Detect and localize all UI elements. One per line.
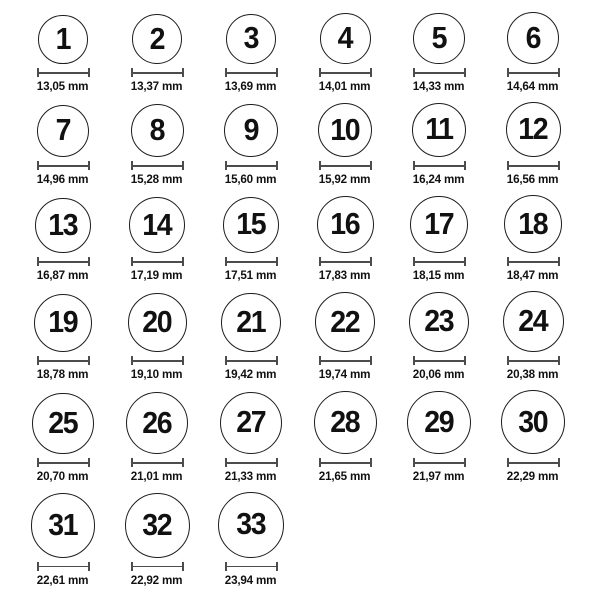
diameter-measure-line bbox=[319, 458, 372, 467]
ring-circle bbox=[131, 104, 184, 157]
ring-size-cell bbox=[204, 197, 298, 283]
ring-size-number: 17 bbox=[424, 205, 454, 241]
diameter-measure-line bbox=[131, 562, 184, 571]
ring-circle bbox=[318, 103, 372, 157]
ring-circle bbox=[226, 14, 277, 65]
diameter-label: 21,33 mm bbox=[225, 469, 277, 483]
diameter-measure-line bbox=[37, 562, 90, 571]
ring-size-cell bbox=[298, 196, 392, 282]
ring-size-number: 29 bbox=[424, 403, 454, 439]
ring-circle bbox=[315, 292, 375, 352]
ring-size-number: 18 bbox=[518, 205, 548, 241]
ring-size-number: 14 bbox=[142, 206, 172, 242]
ring-circle bbox=[314, 391, 377, 454]
diameter-label: 18,78 mm bbox=[37, 367, 89, 381]
ring-size-number: 20 bbox=[142, 304, 172, 339]
diameter-label: 22,61 mm bbox=[37, 572, 89, 587]
ring-circle bbox=[129, 197, 185, 253]
ring-size-cell bbox=[16, 105, 110, 187]
ring-size-number: 7 bbox=[55, 112, 71, 148]
chart-row bbox=[16, 492, 600, 587]
ring-size-number: 30 bbox=[518, 403, 548, 439]
diameter-label: 16,24 mm bbox=[413, 172, 465, 186]
ring-size-number: 31 bbox=[48, 506, 78, 542]
ring-size-number: 4 bbox=[337, 20, 353, 55]
diameter-label: 14,33 mm bbox=[413, 79, 465, 93]
diameter-measure-line bbox=[131, 356, 184, 365]
ring-size-number: 28 bbox=[330, 404, 360, 439]
diameter-label: 22,92 mm bbox=[131, 572, 183, 587]
diameter-measure-line bbox=[413, 458, 466, 467]
ring-circle bbox=[38, 15, 88, 65]
ring-size-number: 2 bbox=[149, 20, 165, 56]
diameter-label: 15,28 mm bbox=[131, 172, 183, 186]
ring-size-number: 22 bbox=[330, 303, 360, 339]
chart-row bbox=[16, 195, 600, 282]
diameter-measure-line bbox=[413, 68, 466, 77]
diameter-label: 14,64 mm bbox=[507, 79, 559, 93]
ring-circle bbox=[410, 196, 468, 254]
ring-circle bbox=[125, 493, 190, 558]
ring-size-number: 32 bbox=[142, 506, 172, 542]
ring-size-number: 6 bbox=[525, 19, 541, 55]
diameter-measure-line bbox=[225, 68, 278, 77]
ring-circle bbox=[35, 198, 91, 254]
ring-size-number: 15 bbox=[236, 206, 266, 242]
diameter-label: 21,97 mm bbox=[413, 469, 465, 483]
ring-circle bbox=[128, 293, 187, 352]
ring-size-number: 33 bbox=[236, 506, 266, 542]
diameter-measure-line bbox=[507, 161, 560, 170]
diameter-measure-line bbox=[413, 161, 466, 170]
diameter-label: 23,94 mm bbox=[225, 572, 277, 587]
ring-circle bbox=[317, 196, 374, 253]
ring-circle bbox=[407, 391, 471, 455]
diameter-label: 14,01 mm bbox=[319, 79, 371, 93]
ring-circle bbox=[31, 493, 96, 558]
ring-circle bbox=[501, 390, 565, 454]
ring-size-cell bbox=[392, 292, 486, 382]
ring-size-number: 16 bbox=[330, 206, 360, 241]
diameter-label: 20,38 mm bbox=[507, 367, 559, 381]
ring-size-cell bbox=[110, 392, 204, 483]
diameter-label: 20,06 mm bbox=[413, 367, 465, 381]
ring-circle bbox=[223, 197, 280, 254]
ring-size-cell bbox=[486, 291, 580, 381]
ring-size-number: 13 bbox=[48, 206, 78, 242]
chart-row bbox=[16, 102, 600, 186]
diameter-label: 18,15 mm bbox=[413, 268, 465, 282]
diameter-measure-line bbox=[319, 68, 372, 77]
diameter-measure-line bbox=[319, 257, 372, 266]
diameter-measure-line bbox=[131, 458, 184, 467]
ring-size-cell bbox=[486, 12, 580, 93]
diameter-measure-line bbox=[131, 161, 184, 170]
ring-size-cell bbox=[204, 492, 298, 587]
diameter-measure-line bbox=[37, 257, 90, 266]
diameter-measure-line bbox=[225, 161, 278, 170]
diameter-label: 22,29 mm bbox=[507, 469, 559, 483]
ring-size-number: 21 bbox=[236, 303, 266, 339]
diameter-label: 19,74 mm bbox=[319, 367, 371, 381]
diameter-label: 15,92 mm bbox=[319, 172, 371, 186]
diameter-label: 13,69 mm bbox=[225, 79, 277, 93]
ring-size-number: 1 bbox=[55, 20, 71, 56]
ring-size-cell bbox=[110, 293, 204, 381]
ring-circle bbox=[413, 13, 465, 65]
chart-row bbox=[16, 12, 600, 93]
diameter-measure-line bbox=[225, 562, 278, 571]
ring-circle bbox=[320, 13, 371, 64]
diameter-measure-line bbox=[37, 68, 90, 77]
ring-size-cell bbox=[110, 493, 204, 587]
ring-size-cell bbox=[16, 15, 110, 94]
ring-circle bbox=[220, 392, 283, 455]
ring-size-cell bbox=[298, 103, 392, 186]
diameter-label: 15,60 mm bbox=[225, 172, 277, 186]
ring-size-number: 5 bbox=[431, 19, 447, 55]
ring-size-number: 27 bbox=[236, 404, 266, 440]
diameter-measure-line bbox=[319, 356, 372, 365]
diameter-measure-line bbox=[413, 257, 466, 266]
chart-row bbox=[16, 390, 600, 483]
ring-circle bbox=[34, 294, 93, 353]
diameter-measure-line bbox=[225, 257, 278, 266]
ring-size-number: 10 bbox=[330, 111, 360, 147]
diameter-measure-line bbox=[507, 458, 560, 467]
chart-row bbox=[16, 291, 600, 381]
ring-size-cell bbox=[204, 14, 298, 94]
diameter-label: 14,96 mm bbox=[37, 172, 89, 186]
ring-size-cell bbox=[392, 103, 486, 187]
ring-circle bbox=[126, 392, 188, 454]
diameter-label: 20,70 mm bbox=[37, 469, 89, 483]
diameter-measure-line bbox=[507, 68, 560, 77]
diameter-measure-line bbox=[507, 257, 560, 266]
diameter-label: 13,37 mm bbox=[131, 79, 183, 93]
ring-size-cell bbox=[298, 391, 392, 483]
ring-circle bbox=[503, 291, 564, 352]
ring-circle bbox=[32, 393, 94, 455]
diameter-measure-line bbox=[507, 356, 560, 365]
diameter-measure-line bbox=[131, 68, 184, 77]
ring-size-cell bbox=[298, 292, 392, 381]
ring-circle bbox=[224, 104, 278, 158]
ring-circle bbox=[132, 14, 182, 64]
ring-circle bbox=[507, 12, 559, 64]
ring-size-cell bbox=[204, 104, 298, 187]
diameter-label: 16,87 mm bbox=[37, 268, 89, 282]
ring-size-cell bbox=[16, 493, 110, 587]
diameter-label: 19,10 mm bbox=[131, 367, 183, 381]
ring-size-cell bbox=[486, 195, 580, 282]
ring-size-cell bbox=[204, 293, 298, 382]
ring-size-cell bbox=[110, 197, 204, 282]
diameter-label: 18,47 mm bbox=[507, 268, 559, 282]
ring-size-cell bbox=[392, 391, 486, 484]
diameter-label: 21,01 mm bbox=[131, 469, 183, 483]
diameter-measure-line bbox=[413, 356, 466, 365]
ring-size-cell bbox=[392, 13, 486, 94]
ring-size-cell bbox=[16, 294, 110, 382]
ring-circle bbox=[412, 103, 467, 158]
diameter-label: 17,19 mm bbox=[131, 268, 183, 282]
diameter-measure-line bbox=[225, 356, 278, 365]
ring-size-cell bbox=[486, 102, 580, 186]
diameter-label: 19,42 mm bbox=[225, 367, 277, 381]
ring-size-number: 12 bbox=[518, 111, 548, 146]
ring-size-number: 8 bbox=[149, 112, 165, 147]
ring-size-number: 26 bbox=[142, 404, 172, 440]
ring-circle bbox=[504, 195, 562, 253]
ring-size-cell bbox=[392, 196, 486, 283]
diameter-measure-line bbox=[37, 356, 90, 365]
diameter-measure-line bbox=[319, 161, 372, 170]
ring-size-number: 23 bbox=[424, 303, 454, 339]
ring-size-number: 24 bbox=[518, 303, 548, 338]
diameter-measure-line bbox=[131, 257, 184, 266]
ring-size-number: 3 bbox=[243, 20, 259, 56]
ring-size-cell bbox=[110, 14, 204, 93]
diameter-label: 17,83 mm bbox=[319, 268, 371, 282]
ring-circle bbox=[506, 102, 561, 157]
ring-size-cell bbox=[110, 104, 204, 186]
ring-size-number: 25 bbox=[48, 404, 78, 440]
ring-size-cell bbox=[16, 393, 110, 484]
ring-circle bbox=[218, 492, 284, 558]
ring-size-number: 9 bbox=[243, 111, 259, 147]
diameter-measure-line bbox=[225, 458, 278, 467]
diameter-label: 16,56 mm bbox=[507, 172, 559, 186]
ring-size-cell bbox=[204, 392, 298, 484]
ring-circle bbox=[409, 292, 470, 353]
diameter-label: 21,65 mm bbox=[319, 469, 371, 483]
ring-circle bbox=[37, 105, 90, 158]
diameter-label: 13,05 mm bbox=[37, 79, 89, 93]
diameter-measure-line bbox=[37, 161, 90, 170]
diameter-measure-line bbox=[37, 458, 90, 467]
ring-circle bbox=[221, 293, 281, 353]
ring-size-number: 11 bbox=[425, 111, 453, 147]
diameter-label: 17,51 mm bbox=[225, 268, 277, 282]
ring-size-cell bbox=[486, 390, 580, 483]
ring-size-cell bbox=[16, 198, 110, 283]
ring-size-number: 19 bbox=[48, 304, 78, 340]
ring-size-cell bbox=[298, 13, 392, 93]
